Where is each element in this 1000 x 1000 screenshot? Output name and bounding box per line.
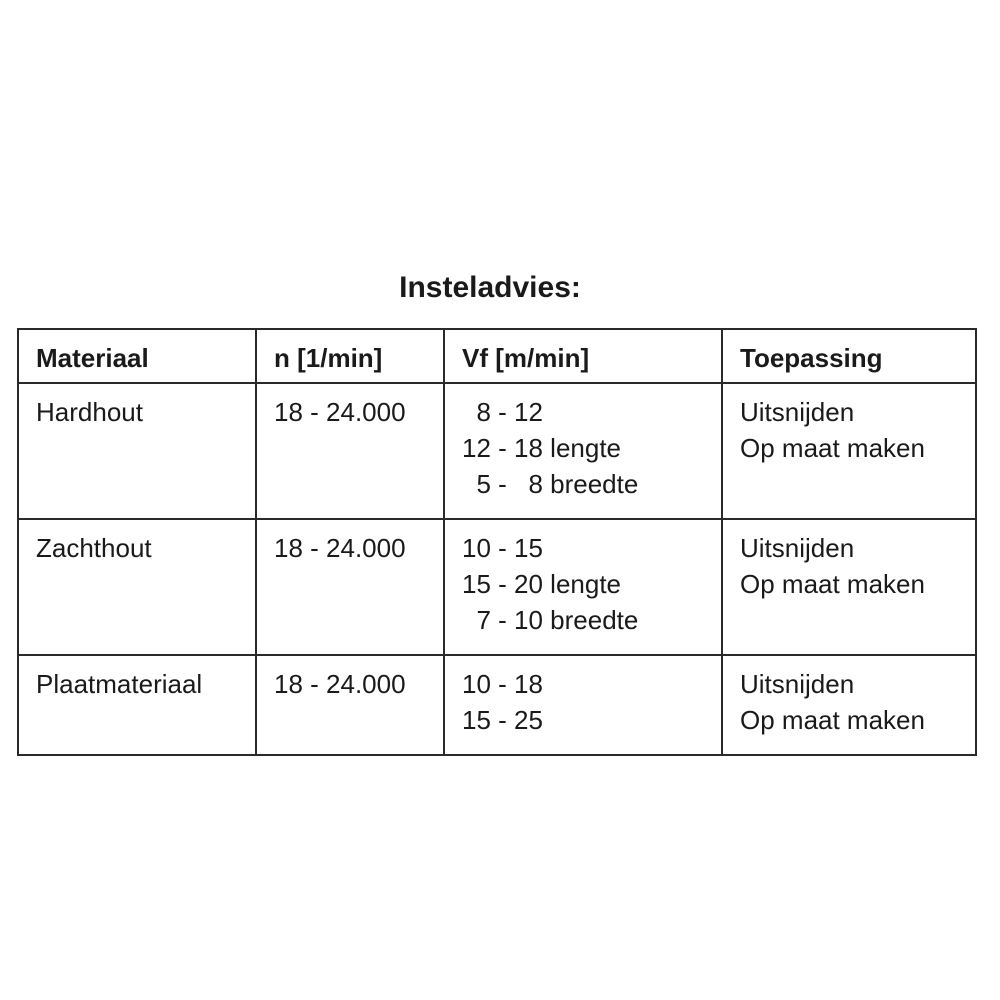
material-name: Zachthout: [36, 533, 152, 563]
header-material: Materiaal: [18, 329, 256, 383]
feed-rate-line: 12 - 18 lengte: [462, 433, 622, 463]
settings-table: [17, 328, 977, 756]
rpm-value: 18 - 24.000: [274, 397, 406, 427]
feed-rate-line: 10 - 18: [462, 669, 543, 699]
header-rpm: n [1/min]: [256, 329, 444, 383]
application-line: Uitsnijden: [740, 397, 855, 427]
material-name: Plaatmateriaal: [36, 669, 203, 699]
feed-rate-cell: [444, 655, 722, 755]
header-application: Toepassing: [722, 329, 976, 383]
material-name: Hardhout: [36, 397, 143, 427]
feed-rate-cell: [444, 383, 722, 519]
page-title: Insteladvies:: [399, 271, 581, 304]
application-line: Op maat maken: [740, 569, 925, 599]
feed-rate-cell: [444, 519, 722, 655]
application-line: Op maat maken: [740, 433, 925, 463]
rpm-cell: [256, 383, 444, 519]
rpm-value: 18 - 24.000: [274, 533, 406, 563]
application-cell: [722, 519, 976, 655]
material-cell: [18, 383, 256, 519]
material-cell: [18, 655, 256, 755]
application-line: Op maat maken: [740, 705, 925, 735]
rpm-cell: [256, 655, 444, 755]
rpm-cell: [256, 519, 444, 655]
table-row: [18, 655, 976, 755]
header-feed-rate: Vf [m/min]: [444, 329, 722, 383]
feed-rate-line: 10 - 15: [462, 533, 543, 563]
application-cell: [722, 655, 976, 755]
feed-rate-line: 15 - 20 lengte: [462, 569, 622, 599]
feed-rate-line: 7 - 10 breedte: [462, 605, 639, 635]
table-header-row: [18, 329, 976, 383]
table-row: [18, 383, 976, 519]
feed-rate-line: 15 - 25: [462, 705, 543, 735]
application-line: Uitsnijden: [740, 669, 855, 699]
rpm-value: 18 - 24.000: [274, 669, 406, 699]
table-row: [18, 519, 976, 655]
application-cell: [722, 383, 976, 519]
material-cell: [18, 519, 256, 655]
application-line: Uitsnijden: [740, 533, 855, 563]
feed-rate-line: 8 - 12: [462, 397, 543, 427]
feed-rate-line: 5 - 8 breedte: [462, 469, 639, 499]
